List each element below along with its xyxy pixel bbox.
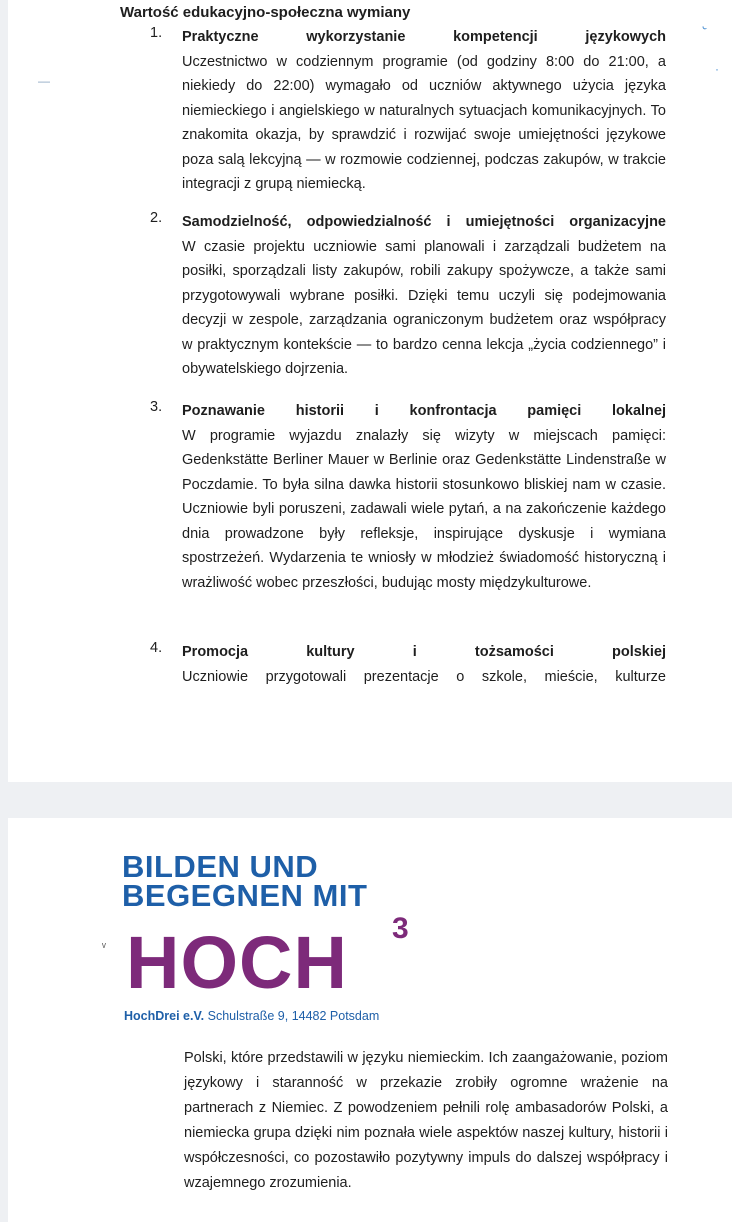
document-page-1 (8, 0, 732, 782)
document-page-2 (8, 818, 732, 1222)
section-title: Wartość edukacyjno-społeczna wymiany (120, 4, 411, 21)
item-number: 3. (150, 399, 163, 415)
logo (122, 849, 368, 913)
item-heading: Poznawanie historii i konfrontacja pamięci lokalnej (182, 403, 666, 419)
logo-line-1: BILDEN UND (122, 849, 319, 884)
logo-hoch: HOCH (126, 921, 348, 1004)
logo-superscript: 3 (392, 912, 409, 945)
dash-mark-icon: — (38, 74, 50, 88)
pen-mark-icon: ˘ (696, 23, 709, 41)
item-heading: Praktyczne wykorzystanie kompetencji językowych (182, 29, 666, 45)
item-heading: Promocja kultury i tożsamości polskiej (182, 644, 666, 660)
item-number: 4. (150, 640, 163, 656)
item-number: 1. (150, 25, 163, 41)
organization-street: Schulstraße 9, 14482 Potsdam (207, 1009, 380, 1023)
item-body: W programie wyjazdu znalazły się wizyty w miejscach pamięci: Gedenkstätte Berliner Mauer w Berlinie oraz Gedenkstätte Lindenstraße w Poczdamie. To była silna dawka historii stosunkowo bliskiej nam w czasie. Uczniowie byli poruszeni, zadawali wiele pytań, a na zakończenie każdego dnia prowadzone były refleksje, inspirujące dyskusje i wymiana spostrzeżeń. Wydarzenia te wniosły w młodzież świadomość historyczną i wrażliwość wobec przeszłości, budując mosty międzykulturowe. (182, 427, 666, 591)
organization-address (124, 1009, 379, 1023)
logo-line-2: BEGEGNEN MIT (122, 878, 368, 913)
item-heading: Samodzielność, odpowiedzialność i umiejętności organizacyjne (182, 214, 666, 230)
dot-mark-icon: · (715, 62, 719, 76)
item-body: Uczestnictwo w codziennym programie (od godziny 8:00 do 21:00, a niekiedy do 22:00) wymagało od uczniów aktywnego użycia języka niemieckiego i angielskiego w naturalnych sytuacjach komunikacyjnych. To znakomita okazja, by sprawdzić i rozwijać swoje umiejętności językowe poza salą lekcyjną — w rozmowie codziennej, podczas zakupów, w trakcie integracji z grupą niemiecką. (182, 53, 666, 192)
item-body: W czasie projektu uczniowie sami planowali i zarządzali budżetem na posiłki, sporządzali listy zakupów, robili zakupy spożywcze, a także sami przygotowywali wybrane posiłki. Dzięki temu uczyli się podejmowania decyzji w zespole, zarządzania ograniczonym budżetem oraz współpracy w praktycznym kontekście — to bardzo cenna lekcja „życia codziennego” i obywatelskiego dojrzenia. (182, 238, 666, 377)
scribble-mark-icon: ᵥ (102, 936, 106, 950)
continuation-paragraph: Polski, które przedstawili w języku niemieckim. Ich zaangażowanie, poziom językowy i staranność w przekazie zrobiły ogromne wrażenie na partnerach z Niemiec. Z powodzeniem pełnili rolę ambasadorów Polski, a niemiecka grupa dzięki nim poznała wiele aspektów naszej kultury, historii i współczesności, co pozostawiło pozytywny impuls do dalszej współpracy i wzajemnego zrozumienia. (184, 1050, 668, 1191)
item-body: Uczniowie przygotowali prezentacje o szkole, mieście, kulturze (182, 668, 666, 685)
organization-name: HochDrei e.V. (124, 1009, 205, 1023)
item-number: 2. (150, 210, 163, 226)
